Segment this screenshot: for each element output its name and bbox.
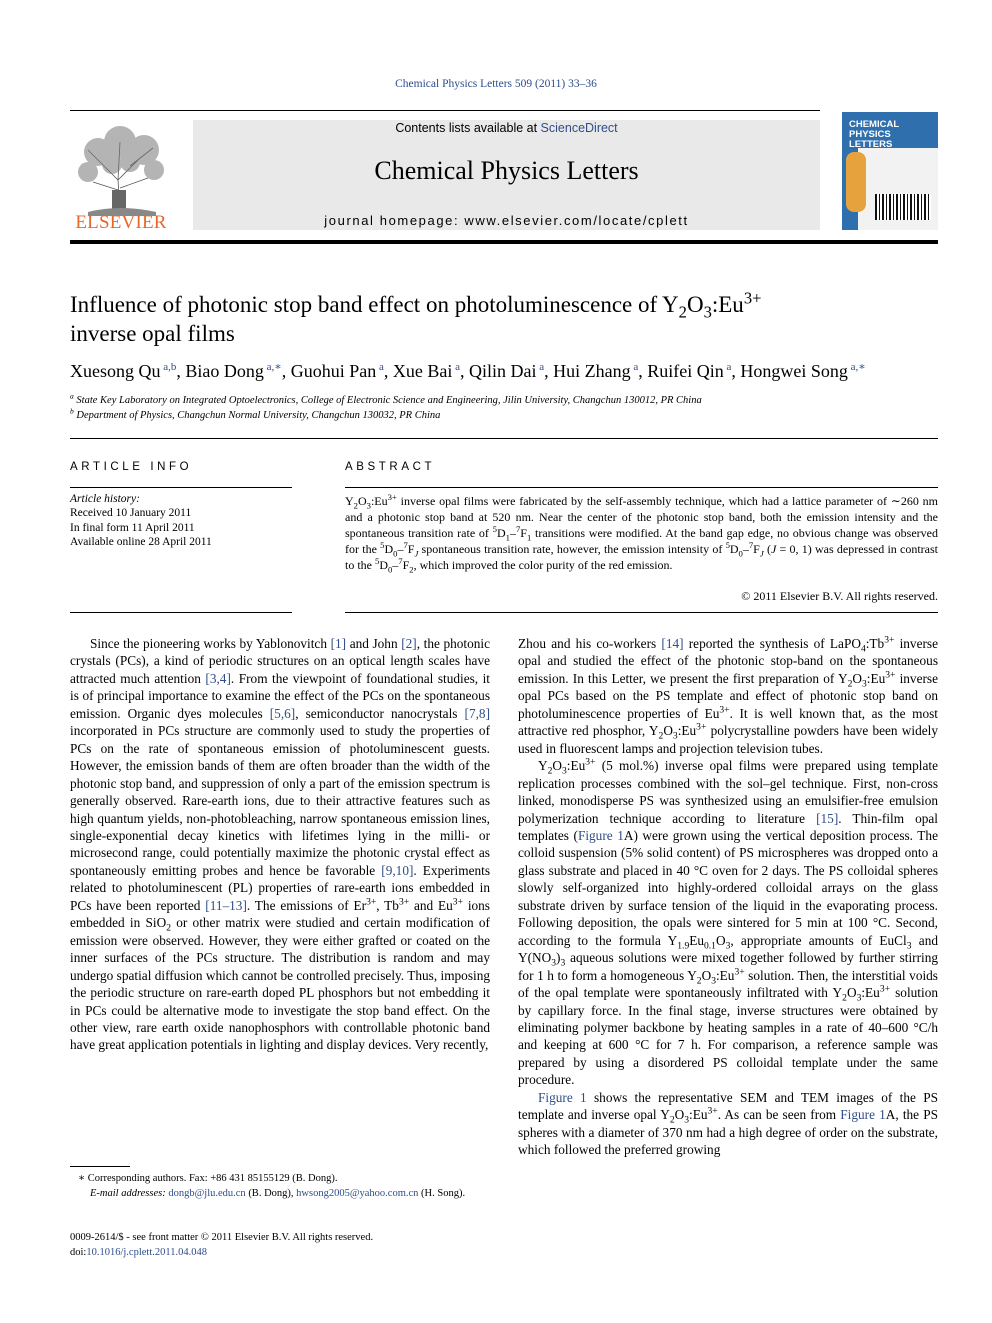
issn-line: 0009-2614/$ - see front matter © 2011 Elsevier B.V. All rights reserved. <box>70 1232 374 1243</box>
affiliation-b: $^b$ Department of Physics, Changchun Normal University, Changchun 130032, PR China <box>70 406 441 421</box>
author-affiliation-mark[interactable]: a <box>376 361 384 373</box>
header-rule <box>70 110 820 111</box>
author-list: Xuesong Qu $^{a,b}$, Biao Dong $^{a,∗}$, Guohui Pan $^a$, Xue Bai $^a$, Qilin Dai $^a$, Hui Zhang $^a$, Ruifei Qin $^a$, Hongwei Song $^{a,∗}$ <box>70 361 866 381</box>
footnotes <box>70 1171 490 1201</box>
header-rule-thick <box>70 240 938 244</box>
email-link-dong[interactable]: dongb@jlu.edu.cn <box>168 1188 246 1199</box>
article-info-heading: ARTICLE INFO <box>70 461 193 473</box>
author-name: Xue Bai <box>392 361 453 381</box>
doi-link[interactable]: 10.1016/j.cplett.2011.04.048 <box>86 1246 207 1258</box>
elsevier-wordmark: ELSEVIER <box>75 212 167 233</box>
author-affiliation-mark[interactable]: a <box>723 361 732 373</box>
author-name: Biao Dong <box>185 361 264 381</box>
sciencedirect-link[interactable]: ScienceDirect <box>540 121 618 135</box>
email-link-song[interactable]: hwsong2005@yahoo.com.cn <box>296 1188 419 1199</box>
author-name: Hui Zhang <box>553 361 631 381</box>
journal-cover-thumbnail <box>842 112 938 230</box>
corresponding-author-note: ∗ Corresponding authors. Fax: +86 431 85155129 (B. Dong). <box>78 1173 338 1184</box>
body-column-right: Zhou and his co-workers [14] reported the synthesis of $LaPO_4:Tb^{3+}$ inverse opal and studied the effect of the photonic stop-band on the spontaneous emission. In this Letter, we present the first preparation of $Y_2O_3:Eu^{3+}$ inverse opal PCs based on the PS template and effect of photonic stop band on photoluminescence properties of $Eu^{3+}$. It is well known that, as the most attractive red phosphor, $Y_2O_3:Eu^{3+}$ polycrystalline powders have been widely used in fluorescent lamps and projection television tubes. $Y_2O_3:Eu^{3+}$ (5 mol.%) inverse opal films were prepared using template replication processes combined with the sol–gel technique. First, non-cross linked, monodisperse PS was synthesized using an emulsifier-free emulsion polymerization technique according to literature [15]. Thin-film opal templates (Figure 1A) were grown using the vertical deposition process. The colloid suspension (5% solid content) of PS microspheres was dropped onto a glass substrate and placed in 40 °C oven for 2 days. The PS colloidal spheres slowly self-organized into highly-ordered colloidal arrays on the glass substrate driven by surface tension of the liquid in the evaporating process. Following deposition, the opals were sintered for 5 min at 100 °C. Second, according to the formula $Y_{1.9}Eu_{0.1}O_3$, appropriate amounts of EuCl$_3$ and $Y(NO_3)_3$ aqueous solutions were mixed together followed by further stirring for 1 h to form a homogeneous $Y_2O_3:Eu^{3+}$ solution. Then, the interstitial voids of the opal template were spontaneously infiltrated with $Y_2O_3:Eu^{3+}$ solution by capillary force. In the final stage, inverse structures were obtained by eliminating polymer backbone by heating samples in a rate of 40–600 °C/h and keeping at 600 °C for 7 h. For comparison, a reference sample was prepared by using a disordered PS colloidal template under the same procedure. Figure 1 shows the representative SEM and TEM images of the PS template and inverse opal $Y_2O_3:Eu^{3+}$. As can be seen from Figure 1A, the PS spheres with a diameter of 370 nm had a high degree of order on the substrate, which followed the preferred growing <box>518 634 938 1158</box>
author-affiliation-mark[interactable]: a,∗ <box>263 361 282 373</box>
abstract-copyright: © 2011 Elsevier B.V. All rights reserved. <box>741 589 938 603</box>
cover-title: CHEMICAL PHYSICS LETTERS <box>849 119 900 150</box>
divider <box>70 612 292 613</box>
affiliation-a: $^a$ State Key Laboratory on Integrated Optoelectronics, College of Electronic Science and Engineering, Jilin University, Changchun 130012, PR China <box>70 391 702 406</box>
cover-barcode <box>875 194 931 220</box>
divider <box>70 438 938 439</box>
homepage-url[interactable]: www.elsevier.com/locate/cplett <box>464 213 689 228</box>
contents-line: Contents lists available at ScienceDirect <box>395 121 618 135</box>
divider <box>345 612 938 613</box>
author-name: Ruifei Qin <box>647 361 724 381</box>
author-affiliation-mark[interactable]: a,b <box>160 361 177 373</box>
author-name: Xuesong Qu <box>70 361 161 381</box>
journal-reference[interactable]: Chemical Physics Letters 509 (2011) 33–36 <box>395 78 597 90</box>
doi-line: doi:10.1016/j.cplett.2011.04.048 <box>70 1246 207 1258</box>
journal-title: Chemical Physics Letters <box>374 156 639 185</box>
author-affiliation-mark[interactable]: a <box>630 361 639 373</box>
page-footer <box>70 1231 490 1260</box>
divider <box>345 487 938 488</box>
author-name: Guohui Pan <box>290 361 377 381</box>
author-affiliation-mark[interactable]: a <box>536 361 545 373</box>
author-affiliation-mark[interactable]: a <box>452 361 461 373</box>
abstract-text: $Y_2O_3:Eu^{3+}$ inverse opal films were fabricated by the self-assembly technique, which had a lattice parameter of ∼260 nm and a photonic stop band at 520 nm. Near the center of the photonic stop band, both the emission intensity and the spontaneous transition rate of $^5D_1-^7F_1$ transitions were modified. At the band gap edge, no obvious change was observed for the $^5D_0-^7F_J$ spontaneous transition rate, however, the emission intensity of $^5D_0-^7F_J$ (J = 0, 1) was depressed in contrast to the $^5D_0-^7F_2$, which improved the color purity of the red emission. <box>345 492 939 575</box>
email-note: E-mail addresses: dongb@jlu.edu.cn (B. Dong), hwsong2005@yahoo.com.cn (H. Song). <box>90 1188 466 1199</box>
article-history: Article history: Received 10 January 2011 In final form 11 April 2011 Available online 28 April 2011 <box>70 493 212 548</box>
author-affiliation-mark[interactable]: a,∗ <box>847 361 866 373</box>
journal-homepage: journal homepage: www.elsevier.com/locate/cplett <box>324 213 689 228</box>
author-name: Hongwei Song <box>740 361 848 381</box>
article-title: Influence of photonic stop band effect on photoluminescence of $Y_2O_3:Eu^{3+}$ inverse opal films <box>70 288 762 346</box>
body-column-left: Since the pioneering works by Yablonovitch [1] and John [2], the photonic crystals (PCs), a kind of periodic structures on an optical length scales have attracted much attention [3,4]. From the viewpoint of foundational studies, it is of principal importance to examine the effect of the PCs on the spontaneous emission. Organic dyes molecules [5,6], semiconductor nanocrystals [7,8] incorporated in PCs structure are commonly used to study the properties of PCs on the rate of spontaneous emission of photoluminescent guests. However, the emission bands of them are often broader than the width of the photonic stop band, and suppression of only a part of the emission spectrum is generally observed. Rare-earth ions, due to their attractive features such as high quantum yields, non-photobleaching, narrow spontaneous emission lines, single-exponential decay kinetics with lifetimes lying in the milli- or microsecond range, could potentially maximize the photonic crystal effect as spontaneously emitting probes and hence be favorable [9,10]. Experiments related to photoluminescent (PL) properties of rare-earth ions embedded in PCs have been reported [11–13]. The emissions of $Er^{3+}$, $Tb^{3+}$ and $Eu^{3+}$ ions embedded in SiO$_2$ or other matrix were studied and certain modification of emission were observed. However, they were either grafted or coated on the inner surfaces of the PCs structure. The distribution is random and may undergo spatial diffusion which cannot be controlled precisely. Thus, imposing the periodic structure on rare-earth doped PL phosphors but not embedding it in PCs could be alternative mode to investigate the stop band effect. On the other view, rare earth oxide nanophosphors with controllable photonic band have great application potentials in lighting and display devices. Very recently, <box>70 636 491 1053</box>
footnote-rule <box>70 1166 130 1167</box>
author-name: Qilin Dai <box>469 361 537 381</box>
divider <box>70 487 292 488</box>
abstract-heading: ABSTRACT <box>345 461 436 473</box>
